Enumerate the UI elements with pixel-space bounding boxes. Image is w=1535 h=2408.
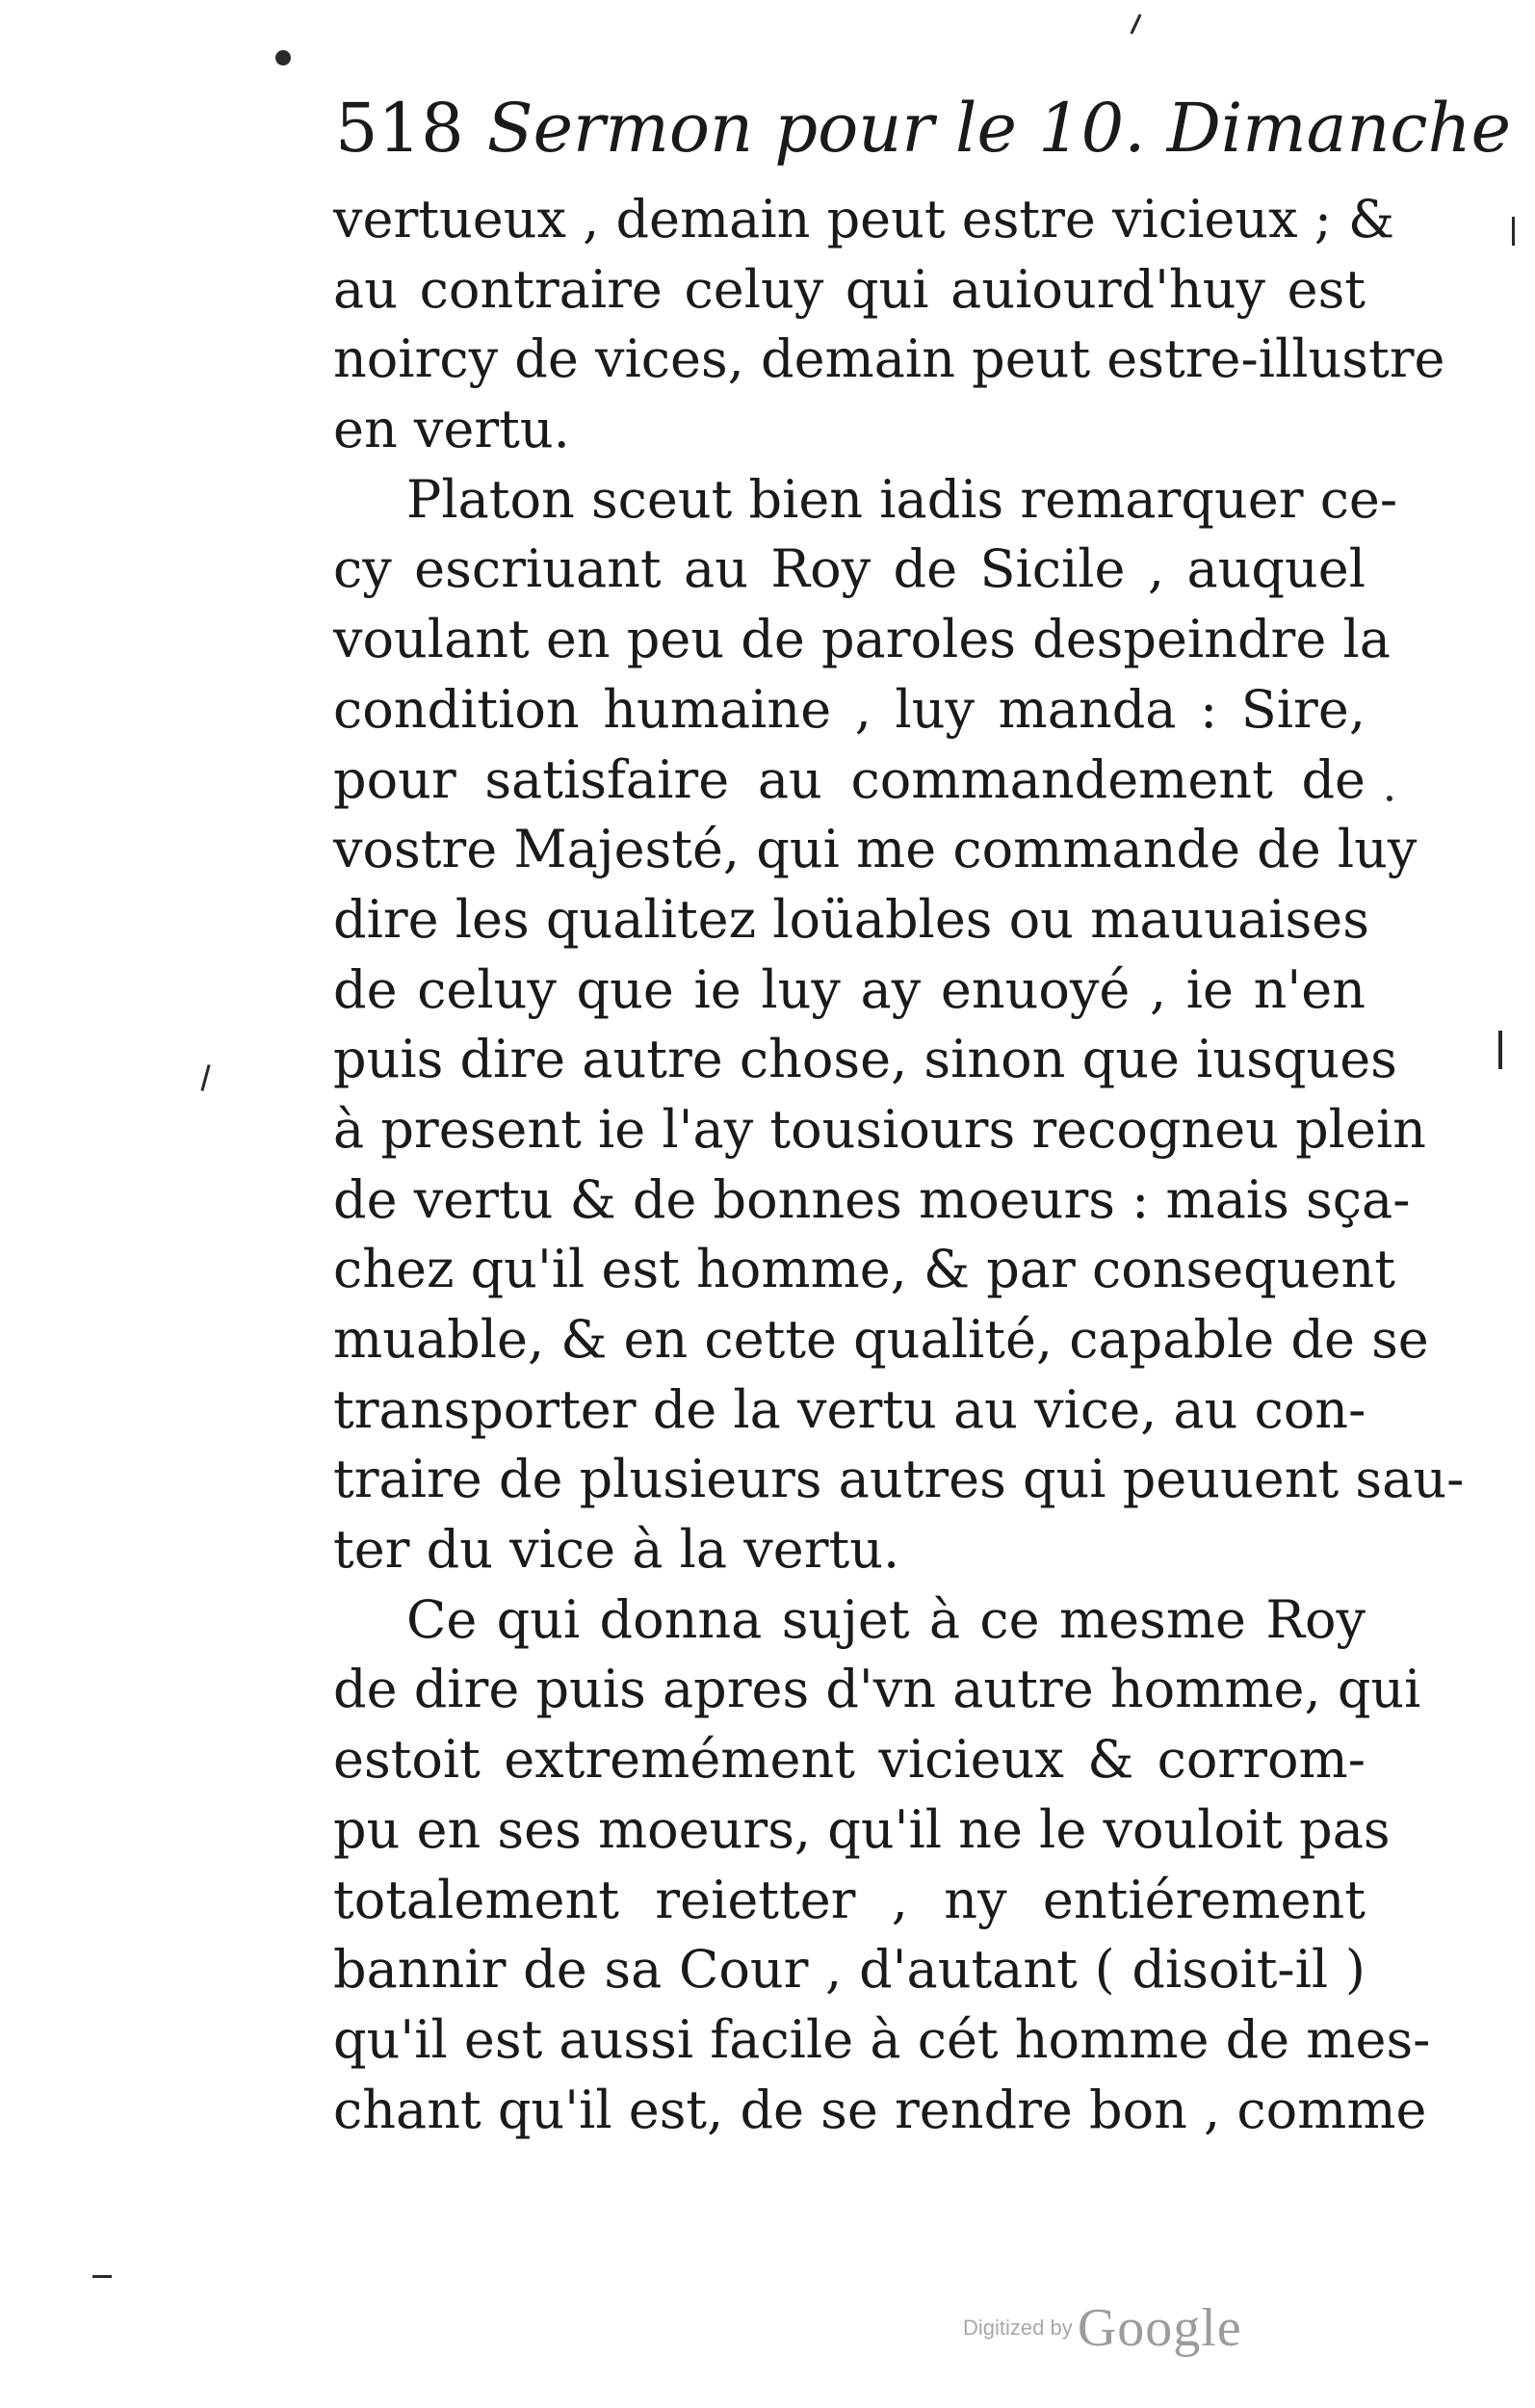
margin-tick-mark [1130, 13, 1141, 34]
margin-tick-mark [1512, 217, 1515, 246]
text-line: traire de plusieurs autres qui peuuent sau- [333, 1449, 1465, 1510]
text-line: puis dire autre chose, sinon que iusques [333, 1029, 1397, 1090]
text-line: en vertu. [333, 399, 570, 460]
text-line: noircy de vices, demain peut estre-illustre [333, 328, 1445, 390]
paragraph-first-line: Ce qui donna sujet à ce mesme Roy [406, 1588, 1366, 1650]
margin-tick-mark [200, 1064, 210, 1091]
page-number: 518 [335, 89, 464, 168]
text-line: cy escriuant au Roy de Sicile , auquel [333, 538, 1366, 600]
running-header [335, 85, 1512, 171]
text-line: de vertu & de bonnes moeurs : mais sça- [333, 1168, 1411, 1230]
text-line: au contraire celuy qui auiourd'huy est [333, 258, 1366, 320]
text-line: transporter de la vertu au vice, au con- [333, 1378, 1366, 1440]
text-line: ter du vice à la vertu. [333, 1519, 900, 1581]
margin-tick-mark [1498, 1031, 1502, 1069]
watermark-caption: Digitized by [963, 2316, 1073, 2340]
text-line: dire les qualitez loüables ou mauuaises [333, 888, 1369, 950]
ink-blot-mark [273, 48, 294, 68]
text-line: de celuy que ie luy ay enuoyé , ie n'en [333, 958, 1366, 1020]
text-line: bannir de sa Cour , d'autant ( disoit-il ) [333, 1939, 1366, 2001]
text-line: qu'il est aussi facile à cét homme de mes- [333, 2008, 1431, 2070]
text-line: vostre Majesté, qui me commande de luy [333, 819, 1418, 880]
text-line: chant qu'il est, de se rendre bon , comme [333, 2079, 1427, 2140]
text-line: pour satisfaire au commandement de [333, 748, 1366, 810]
text-line: pu en ses moeurs, qu'il ne le vouloit pas [333, 1798, 1391, 1860]
text-line: à present ie l'ay tousiours recogneu plein [333, 1098, 1426, 1160]
google-logo: Google [1077, 2298, 1242, 2358]
body-text [333, 185, 1465, 2145]
text-line: estoit extremément vicieux & corrom- [333, 1729, 1366, 1791]
text-line: condition humaine , luy manda : Sire, [333, 678, 1366, 740]
running-title: Sermon pour le 10. Dimanche [486, 89, 1512, 168]
text-line: voulant en peu de paroles despeindre la [333, 609, 1391, 670]
text-line: muable, & en cette qualité, capable de se [333, 1309, 1429, 1370]
paragraph-first-line: Platon sceut bien iadis remarquer ce- [406, 468, 1398, 530]
margin-tick-mark [92, 2275, 112, 2278]
text-line: chez qu'il est homme, & par consequent [333, 1239, 1395, 1300]
digitized-by-google-watermark [963, 2297, 1310, 2365]
text-line: de dire puis apres d'vn autre homme, qui [333, 1659, 1421, 1720]
margin-dot-mark [1387, 796, 1392, 801]
text-line: vertueux , demain peut estre vicieux ; & [333, 189, 1395, 249]
text-line: totalement reietter , ny entiérement [333, 1869, 1366, 1930]
